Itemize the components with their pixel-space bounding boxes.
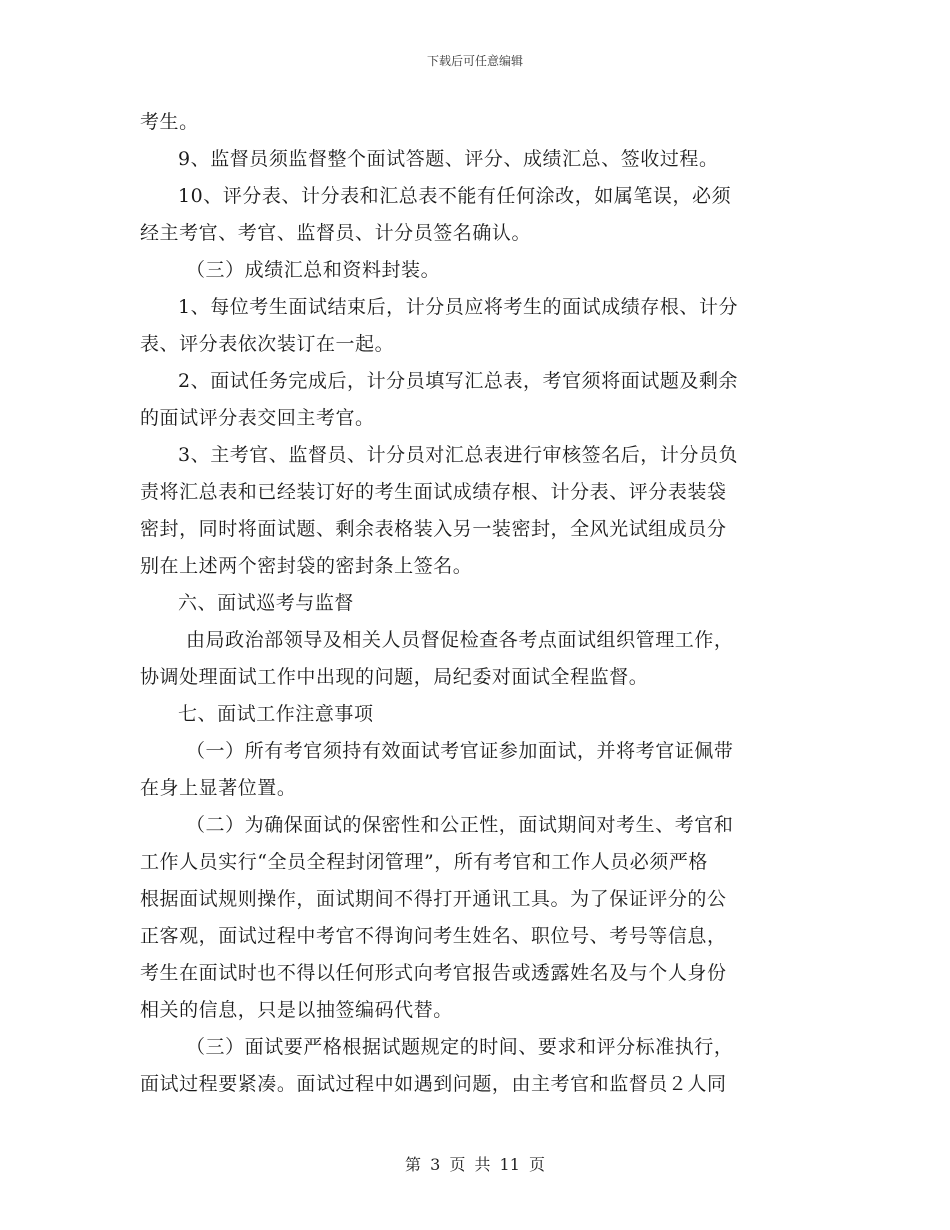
section-heading: 六、面试巡考与监督 [178, 592, 354, 614]
text-line: 根据面试规则操作，面试期间不得打开通讯工具。为了保证评分的公 [140, 888, 727, 910]
text-line: 在身上显著位置。 [140, 777, 297, 799]
text-line: 考生。 [140, 111, 199, 133]
text-line: 相关的信息，只是以抽签编码代替。 [140, 999, 453, 1021]
text-line: 工作人员实行“全员全程封闭管理”，所有考官和工作人员必须严格 [140, 851, 708, 873]
text-line: 1、每位考生面试结束后，计分员应将考生的面试成绩存根、计分 [178, 296, 739, 318]
document-body [140, 104, 812, 1103]
text-line: 的面试评分表交回主考官。 [140, 407, 375, 429]
text-line: 考生在面试时也不得以任何形式向考官报告或透露姓名及与个人身份 [140, 962, 727, 984]
text-line: 9、监督员须监督整个面试答题、评分、成绩汇总、签收过程。 [178, 148, 719, 170]
page-header: 下载后可任意编辑 [426, 54, 523, 68]
text-line: （三）面试要严格根据试题规定的时间、要求和评分标准执行， [186, 1036, 734, 1058]
section-heading: 七、面试工作注意事项 [178, 703, 374, 725]
text-line: （二）为确保面试的保密性和公正性，面试期间对考生、考官和 [186, 814, 734, 836]
text-line: （一）所有考官须持有效面试考官证参加面试，并将考官证佩带 [186, 740, 734, 762]
text-line: 经主考官、考官、监督员、计分员签名确认。 [140, 222, 532, 244]
text-line: 3、主考官、监督员、计分员对汇总表进行审核签名后，计分员负 [178, 444, 739, 466]
section-heading: （三）成绩汇总和资料封装。 [186, 259, 441, 281]
page-number-footer: 第 3 页 共 11 页 [405, 1155, 545, 1174]
text-line: 密封，同时将面试题、剩余表格装入另一装密封，全风光试组成员分 [140, 518, 727, 540]
text-line: 由局政治部领导及相关人员督促检查各考点面试组织管理工作， [186, 629, 734, 651]
text-line: 表、评分表依次装订在一起。 [140, 333, 395, 355]
text-line: 10、评分表、计分表和汇总表不能有任何涂改，如属笔误，必须 [178, 185, 732, 207]
text-line: 责将汇总表和已经装订好的考生面试成绩存根、计分表、评分表装袋 [140, 481, 727, 503]
text-line: 2、面试任务完成后，计分员填写汇总表，考官须将面试题及剩余 [178, 370, 739, 392]
text-line: 正客观，面试过程中考官不得询问考生姓名、职位号、考号等信息， [140, 925, 727, 947]
text-line: 面试过程要紧凑。面试过程中如遇到问题，由主考官和监督员２人同 [140, 1073, 727, 1095]
text-line: 别在上述两个密封袋的密封条上签名。 [140, 555, 473, 577]
text-line: 协调处理面试工作中出现的问题，局纪委对面试全程监督。 [140, 666, 649, 688]
